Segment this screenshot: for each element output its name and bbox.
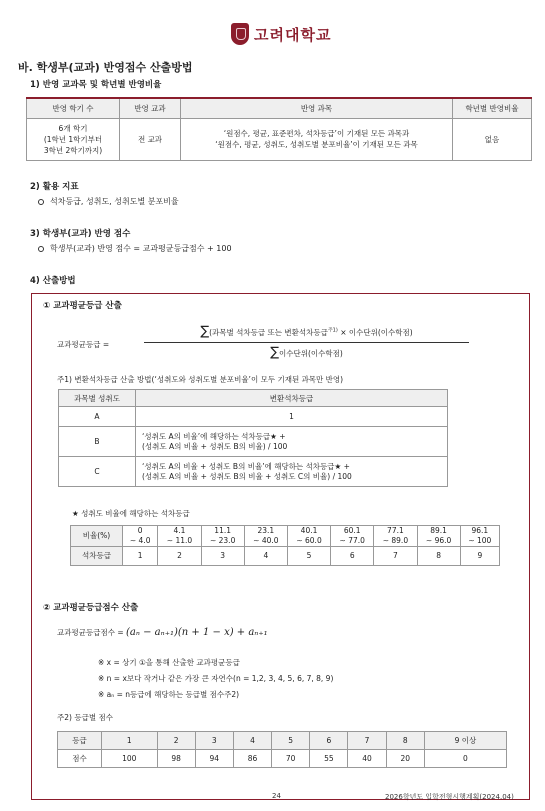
ratio-range-line: ∼ 23.0 bbox=[209, 536, 236, 545]
p1-title: ① 교과평균등급 산출 bbox=[43, 301, 122, 311]
ratio-range-cell bbox=[460, 526, 499, 547]
ratio-range-cell bbox=[244, 526, 287, 547]
score-value-cell: 55 bbox=[310, 750, 348, 768]
subject-cell: 전 교과 bbox=[120, 118, 181, 160]
score-value-cell: 40 bbox=[348, 750, 386, 768]
score-grade-cell: 2 bbox=[157, 732, 195, 750]
conv-grade: B bbox=[59, 427, 136, 457]
ratio-range-cell bbox=[287, 526, 330, 547]
curriculum-table bbox=[26, 97, 532, 161]
ratio-range-line: 4.1 bbox=[173, 526, 186, 535]
note2: 주2) 등급별 점수 bbox=[57, 713, 113, 722]
ratio-range-cell bbox=[201, 526, 244, 547]
p1-formula-lhs: 교과평균등급 = bbox=[57, 340, 110, 349]
score-value-cell: 94 bbox=[195, 750, 233, 768]
s2-title: 2) 활용 지표 bbox=[30, 182, 79, 192]
score-grade-cell: 4 bbox=[233, 732, 271, 750]
s2-item-text: 석차등급, 성취도, 성취도별 분포비율 bbox=[50, 197, 179, 206]
ratio-range-cell bbox=[158, 526, 201, 547]
p2-title: ② 교과평균등급점수 산출 bbox=[43, 603, 139, 613]
conv-line: ‘성취도 A의 비율 + 성취도 B의 비율’에 해당하는 석차등급★ + bbox=[142, 461, 350, 471]
grade-cell: 9 bbox=[460, 547, 499, 566]
note-sup: 주1) bbox=[327, 327, 338, 334]
s3-item-text: 학생부(교과) 반영 점수 = 교과평균등급점수 + 100 bbox=[50, 244, 232, 253]
score-value-cell: 20 bbox=[386, 750, 424, 768]
numerator-tail: × 이수단위(이수학점) bbox=[337, 328, 413, 337]
ratio-range-line: ∼ 11.0 bbox=[166, 536, 193, 545]
grade-cell: 3 bbox=[201, 547, 244, 566]
university-seal-icon bbox=[231, 23, 249, 45]
grade-cell: 2 bbox=[158, 547, 201, 566]
s1-title: 1) 반영 교과목 및 학년별 반영비율 bbox=[30, 80, 162, 90]
ratio-range-cell bbox=[123, 526, 158, 547]
conv-th-result: 변환석차등급 bbox=[136, 390, 448, 407]
numerator-text: (과목별 석차등급 또는 변환석차등급 bbox=[209, 328, 328, 337]
th-courses: 반영 과목 bbox=[181, 98, 453, 118]
ratio-range-line: ∼ 40.0 bbox=[253, 536, 279, 545]
bullet-circle-icon bbox=[38, 246, 44, 252]
conv-result bbox=[136, 427, 448, 457]
score-table bbox=[57, 731, 507, 768]
conv-line: ‘성취도 A의 비율’에 해당하는 석차등급★ + bbox=[142, 431, 286, 441]
note1: 주1) 변환석차등급 산출 방법(‘성취도와 성취도별 분포비율’이 모두 기재된 과목만 반영) bbox=[57, 375, 344, 384]
page-number: 24 bbox=[272, 792, 281, 800]
score-grade-cell: 5 bbox=[272, 732, 310, 750]
score-value-cell: 70 bbox=[272, 750, 310, 768]
conv-result: 1 bbox=[136, 407, 448, 427]
s3-item bbox=[38, 243, 232, 254]
p2-note: ※ n = x보다 작거나 같은 가장 큰 자연수(n = 1,2, 3, 4, 5, 6, 7, 8, 9) bbox=[98, 674, 334, 683]
conv-grade: C bbox=[59, 457, 136, 487]
p1-formula bbox=[144, 324, 469, 360]
p2-notes bbox=[98, 655, 333, 703]
conv-line: (성취도 A의 비율 + 성취도 B의 비율 + 성취도 C의 비율) / 100 bbox=[142, 471, 352, 481]
grade-cell: 7 bbox=[374, 547, 417, 566]
p2-formula-expr: (aₙ − aₙ₊₁)(n + 1 − x) + aₙ₊₁ bbox=[126, 627, 268, 638]
score-grade-cell: 6 bbox=[310, 732, 348, 750]
sigma-symbol: ∑ bbox=[270, 345, 279, 360]
score-value-cell: 86 bbox=[233, 750, 271, 768]
ratio-range-line: 40.1 bbox=[300, 526, 318, 535]
conversion-table bbox=[58, 389, 448, 487]
score-grade-header: 등급 bbox=[58, 732, 102, 750]
p2-formula bbox=[57, 627, 268, 638]
score-grade-cell: 9 이상 bbox=[424, 732, 506, 750]
ratio-range-line: 89.1 bbox=[430, 526, 447, 535]
courses-line: ‘원점수, 평균, 표준편차, 석차등급’이 기재된 모든 과목과 bbox=[223, 129, 410, 138]
ratio-range-line: 11.1 bbox=[214, 526, 231, 535]
conv-grade: A bbox=[59, 407, 136, 427]
ratio-label: 비율(%) bbox=[71, 526, 123, 547]
score-value-cell: 0 bbox=[424, 750, 506, 768]
p2-note: ※ aₙ = n등급에 해당하는 등급별 점수주2) bbox=[98, 690, 240, 699]
ratio-range-line: ∼ 77.0 bbox=[339, 536, 365, 545]
score-grade-cell: 7 bbox=[348, 732, 386, 750]
grade-cell: 4 bbox=[244, 547, 287, 566]
ratio-grade-table bbox=[70, 525, 500, 566]
ratio-range-line: 96.1 bbox=[471, 526, 489, 535]
ratio-range-line: ∼ 89.0 bbox=[382, 536, 409, 545]
ratio-range-line: 0 bbox=[137, 526, 143, 535]
ratio-range-line: ∼ 4.0 bbox=[129, 536, 151, 545]
score-grade-cell: 3 bbox=[195, 732, 233, 750]
grade-cell: 6 bbox=[331, 547, 374, 566]
score-value-cell: 98 bbox=[157, 750, 195, 768]
formula-denominator bbox=[144, 343, 469, 360]
conv-line: (성취도 A의 비율 + 성취도 B의 비율) / 100 bbox=[142, 441, 288, 451]
grade-cell: 1 bbox=[123, 547, 158, 566]
grade-cell: 8 bbox=[417, 547, 460, 566]
star-note: ★ 성취도 비율에 해당하는 석차등급 bbox=[72, 509, 190, 518]
ratio-range-cell bbox=[331, 526, 374, 547]
th-semesters: 반영 학기 수 bbox=[27, 98, 120, 118]
s3-title: 3) 학생부(교과) 반영 점수 bbox=[30, 229, 131, 239]
formula-numerator bbox=[144, 324, 469, 343]
score-value-header: 점수 bbox=[58, 750, 102, 768]
ratio-range-line: 60.1 bbox=[343, 526, 361, 535]
ratio-range-line: 77.1 bbox=[387, 526, 404, 535]
ratio-range-line: 23.1 bbox=[257, 526, 275, 535]
ratio-range-cell bbox=[417, 526, 460, 547]
courses-cell bbox=[181, 118, 453, 160]
p2-note: ※ x = 상기 ①을 통해 산출한 교과평균등급 bbox=[98, 658, 240, 667]
s4-title: 4) 산출방법 bbox=[30, 276, 76, 286]
score-grade-cell: 1 bbox=[102, 732, 158, 750]
semesters-line: 6개 학기 bbox=[58, 123, 88, 133]
s2-item bbox=[38, 196, 179, 207]
ratio-range-line: ∼ 100 bbox=[468, 536, 492, 545]
denominator-text: 이수단위(이수학점) bbox=[278, 349, 343, 358]
score-value-cell: 100 bbox=[102, 750, 158, 768]
th-subject: 반영 교과 bbox=[120, 98, 181, 118]
ratio-cell: 없음 bbox=[453, 118, 532, 160]
grade-label: 석차등급 bbox=[71, 547, 123, 566]
semesters-line: 3학년 2학기까지) bbox=[43, 145, 103, 155]
section-title: 바. 학생부(교과) 반영점수 산출방법 bbox=[18, 61, 193, 74]
th-ratio: 학년별 반영비율 bbox=[453, 98, 532, 118]
p2-formula-lhs: 교과평균등급점수 = bbox=[57, 628, 124, 637]
calculation-box bbox=[31, 293, 530, 800]
conv-result bbox=[136, 457, 448, 487]
bullet-circle-icon bbox=[38, 199, 44, 205]
ratio-range-line: ∼ 60.0 bbox=[296, 536, 322, 545]
university-logo bbox=[231, 20, 331, 48]
courses-line: ‘원점수, 평균, 성취도, 성취도별 분포비율’이 기재된 모든 과목 bbox=[215, 140, 418, 149]
university-name: 고려대학교 bbox=[254, 25, 332, 44]
semesters-cell bbox=[27, 118, 120, 160]
sigma-symbol: ∑ bbox=[200, 324, 210, 339]
grade-cell: 5 bbox=[287, 547, 330, 566]
semesters-line: (1학년 1학기부터 bbox=[43, 134, 103, 144]
conv-th-grade: 과목별 성취도 bbox=[59, 390, 136, 407]
ratio-range-cell bbox=[374, 526, 417, 547]
doc-title: 2026학년도 입학전형시행계획(2024.04) bbox=[385, 793, 514, 801]
score-grade-cell: 8 bbox=[386, 732, 424, 750]
ratio-range-line: ∼ 96.0 bbox=[425, 536, 452, 545]
